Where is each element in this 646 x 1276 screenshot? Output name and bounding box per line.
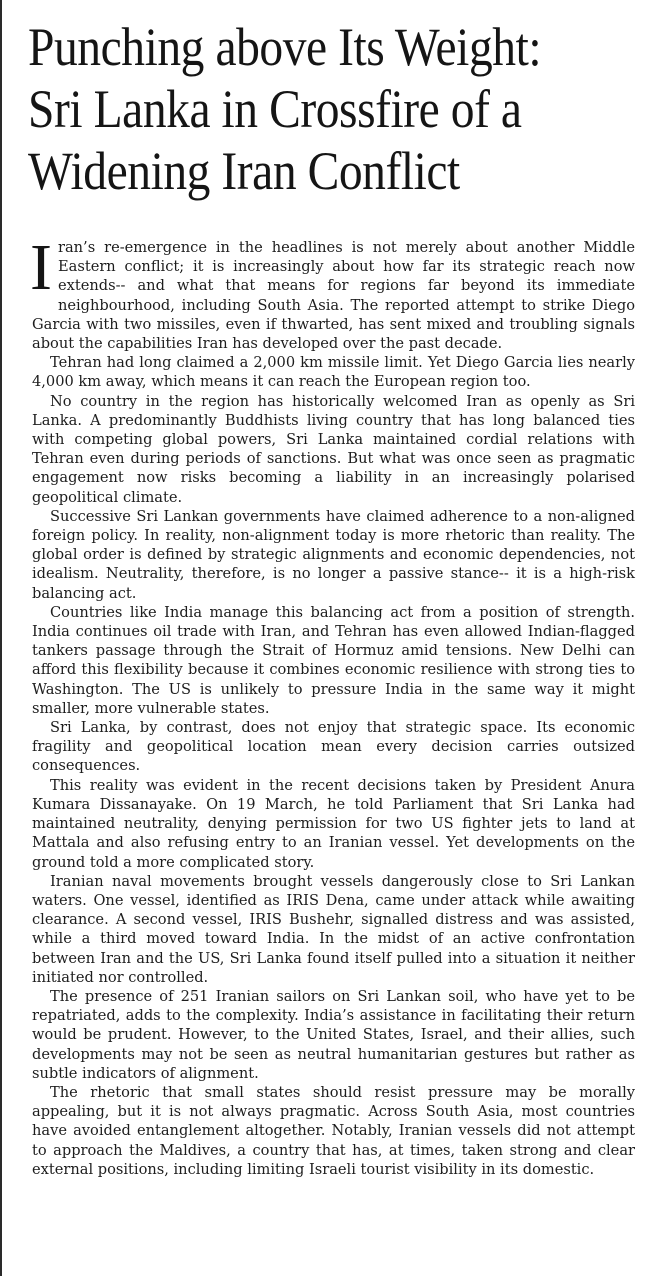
paragraph-9: The presence of 251 Iranian sailors on Sri Lankan soil, who have yet to be repatriated, adds to the complexity. India’s assistance in facilitating their return would be prudent. However, to the United States, Israel, and their allies, such developments may not be seen as neutral humanitarian gestures but rather as subtle indicators of alignment. — [32, 987, 635, 1082]
paragraph-5: Countries like India manage this balancing act from a position of strength. India continues oil trade with Iran, and Tehran has even allowed Indian-flagged tankers passage through the Strait of Hormuz amid tensions. New Delhi can afford this flexibility because it combines economic resilience with strong ties to Washington. The US is unlikely to pressure India in the same way it might smaller, more vulnerable states. — [32, 603, 635, 717]
paragraph-6: Sri Lanka, by contrast, does not enjoy that strategic space. Its economic fragility and geopolitical location mean every decision carries outsized consequences. — [32, 719, 635, 775]
paragraph-8: Iranian naval movements brought vessels dangerously close to Sri Lankan waters. One vessel, identified as IRIS Dena, came under attack while awaiting clearance. A second vessel, IRIS Bushehr, signalled distress and was assisted, while a third moved toward India. In the midst of an active confrontation between Iran and the US, Sri Lanka found itself pulled into a situation it neither initiated nor controlled. — [32, 872, 635, 986]
paragraph-1-text: ran’s re-emergence in the headlines is not merely about another Middle Eastern conflict; it is increasingly about how far its strategic reach now extends-- and what that means for regions far beyond its immediate neighbourhood, including South Asia. The reported attempt to strike Diego Garcia with two missiles, even if thwarted, has sent mixed and troubling signals about the capabilities Iran has developed over the past decade. — [32, 239, 635, 353]
paragraph-7: This reality was evident in the recent decisions taken by President Anura Kumara Dissanayake. On 19 March, he told Parliament that Sri Lanka had maintained neutrality, denying permission for two US fighter jets to land at Mattala and also refusing entry to an Iranian vessel. Yet developments on the ground told a more complicated story. — [32, 776, 635, 871]
paragraph-10: The rhetoric that small states should resist pressure may be morally appealing, but it is not always pragmatic. Across South Asia, most countries have avoided entanglement altogether. Notably, Iranian vessels did not attempt to approach the Maldives, a country that has, at times, taken strong and clear external positions, including limiting Israeli tourist visibility in its domestic. — [32, 1083, 635, 1178]
article-body — [30, 231, 635, 1179]
paragraph-2: Tehran had long claimed a 2,000 km missile limit. Yet Diego Garcia lies nearly 4,000 km away, which means it can reach the European region too. — [32, 354, 635, 391]
paragraph-4: Successive Sri Lankan governments have claimed adherence to a non-aligned foreign policy. In reality, non-alignment today is more rhetoric than reality. The global order is defined by strategic alignments and economic dependencies, not idealism. Neutrality, therefore, is no longer a passive stance-- it is a high-risk balancing act. — [32, 507, 635, 602]
headline — [28, 16, 556, 202]
headline-line-3: Widening Iran Conflict — [28, 141, 460, 201]
column-rule — [0, 0, 2, 1276]
paragraph-1 — [30, 231, 635, 353]
paragraph-3: No country in the region has historically welcomed Iran as openly as Sri Lanka. A predominantly Buddhists living country that has long balanced ties with competing global powers, Sri Lanka maintained cordial relations with Tehran even during periods of sanctions. But what was once seen as pragmatic engagement now risks becoming a liability in an increasingly polarised geopolitical climate. — [32, 392, 635, 506]
headline-line-1: Punching above Its Weight: — [28, 17, 542, 77]
headline-line-2: Sri Lanka in Crossfire of a — [28, 79, 522, 139]
drop-cap: I — [30, 231, 52, 304]
